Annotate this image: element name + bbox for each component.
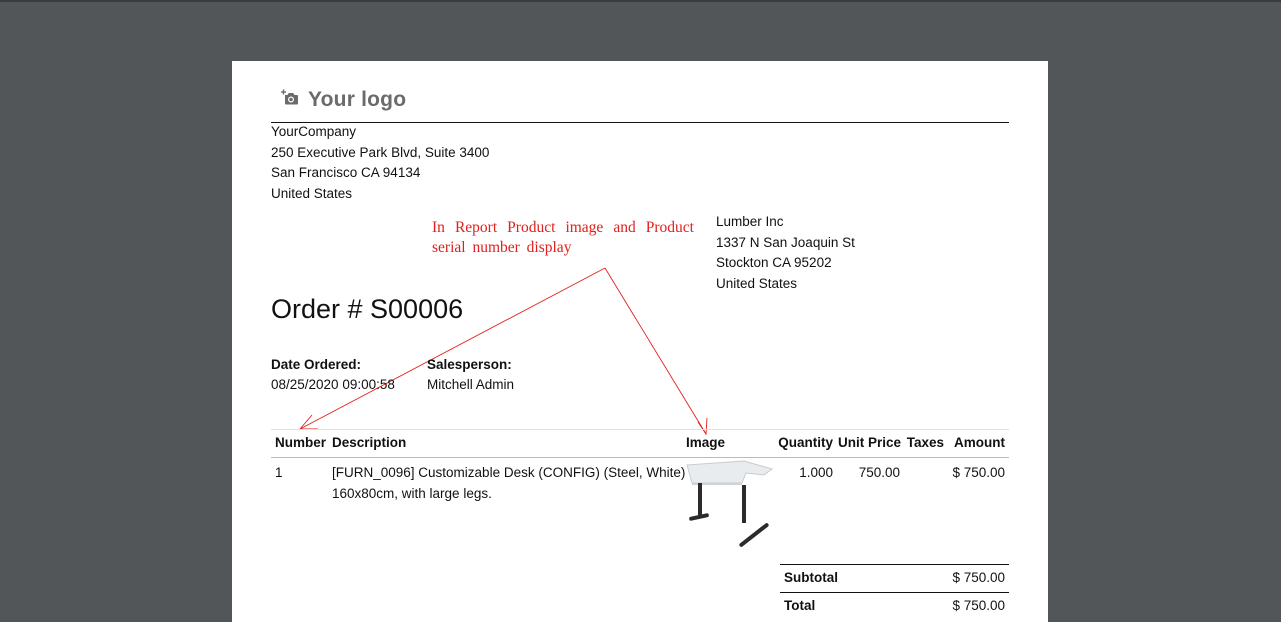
customer-street: 1337 N San Joaquin St (716, 234, 855, 250)
total-label: Total (784, 598, 816, 613)
row-description (332, 462, 685, 504)
row-unit-price: 750.00 (858, 465, 900, 480)
customer-country: United States (716, 275, 798, 291)
salesperson-label: Salesperson: (427, 357, 512, 372)
arrow-head-number (300, 415, 318, 429)
total-value: $ 750.00 (952, 598, 1005, 613)
report-page (232, 61, 1048, 622)
header-description: Description (332, 435, 407, 450)
table-header-line (271, 457, 1009, 458)
company-city: San Francisco CA 94134 (271, 165, 421, 180)
subtotal-value: $ 750.00 (952, 570, 1005, 585)
company-address (271, 122, 489, 204)
row-number: 1 (275, 465, 283, 480)
date-ordered-block (271, 355, 395, 395)
customer-city: Stockton CA 95202 (716, 255, 832, 270)
arrow-to-number-line (300, 268, 605, 429)
annotation-note (432, 218, 694, 258)
table-top-line (271, 429, 1009, 430)
date-ordered-label: Date Ordered: (271, 357, 362, 372)
header-quantity: Quantity (778, 435, 833, 450)
arrow-to-image-line (605, 268, 706, 434)
subtotal-top-line (780, 564, 1009, 565)
salesperson-value: Mitchell Admin (427, 377, 515, 392)
annotation-line-2: serial number display (432, 239, 572, 256)
order-title: Order # S00006 (271, 294, 464, 324)
annotation-line-1: In Report Product image and Product (432, 219, 694, 236)
header-taxes: Taxes (906, 435, 944, 450)
row-quantity: 1.000 (799, 465, 833, 480)
company-street: 250 Executive Park Blvd, Suite 3400 (271, 144, 490, 160)
header-number: Number (275, 435, 327, 450)
header-amount: Amount (954, 435, 1005, 450)
row-description-line-1: [FURN_0096] Customizable Desk (CONFIG) (Steel, White) (332, 465, 686, 480)
logo-text: Your logo (308, 88, 407, 111)
row-amount: $ 750.00 (952, 465, 1005, 480)
camera-add-icon (280, 89, 300, 112)
arrow-head-image (698, 418, 707, 434)
subtotal-label: Subtotal (784, 570, 838, 585)
date-ordered-value: 08/25/2020 09:00:58 (271, 377, 395, 392)
row-description-line-2: 160x80cm, with large legs. (332, 486, 492, 501)
salesperson-block (427, 355, 514, 395)
desk-product-image (684, 459, 776, 554)
company-country: United States (271, 185, 353, 201)
customer-address (716, 212, 855, 294)
total-top-line (780, 592, 1009, 593)
viewer-top-edge (0, 0, 1281, 2)
company-logo (280, 87, 406, 113)
customer-name: Lumber Inc (716, 214, 784, 229)
header-image: Image (686, 435, 726, 450)
header-unit-price: Unit Price (837, 435, 901, 450)
company-name: YourCompany (271, 124, 357, 139)
